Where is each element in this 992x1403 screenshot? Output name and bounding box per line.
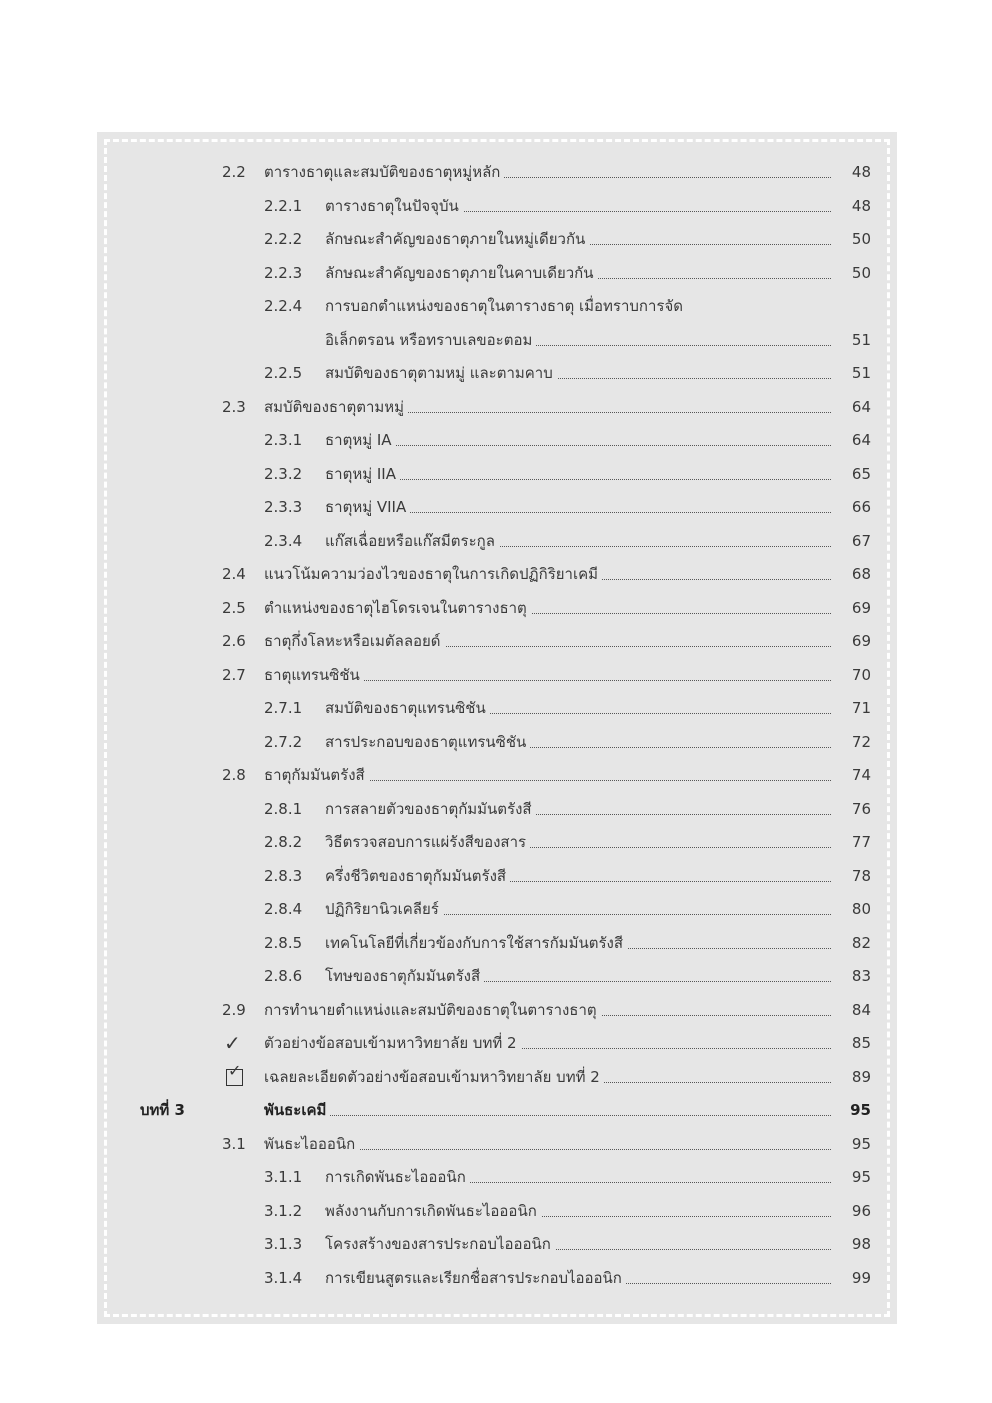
toc-entry[interactable]	[97, 927, 897, 960]
entry-title: สมบัติของธาตุตามหมู่ และตามคาบ	[325, 357, 557, 390]
entry-number: 2.8.5	[264, 933, 303, 952]
toc-entry[interactable]	[97, 1262, 897, 1295]
entry-title: ครึ่งชีวิตของธาตุกัมมันตรังสี	[325, 860, 510, 893]
entry-title: สมบัติของธาตุตามหมู่	[264, 391, 408, 424]
toc-entry[interactable]	[97, 424, 897, 457]
toc-entry[interactable]	[97, 391, 897, 424]
entry-title: เฉลยละเอียดตัวอย่างข้อสอบเข้ามหาวิทยาลัย บทที่ 2	[264, 1061, 604, 1094]
entry-number: 2.2.1	[264, 196, 303, 215]
entry-title: พันธะไอออนิก	[264, 1128, 359, 1161]
page-number: 64	[851, 397, 871, 416]
page-number: 66	[851, 498, 871, 516]
page-number: 51	[851, 330, 871, 349]
entry-title: ลักษณะสำคัญของธาตุภายในคาบเดียวกัน	[325, 257, 598, 290]
toc-entry[interactable]	[97, 793, 897, 826]
entry-number: 2.4	[222, 565, 246, 583]
entry-number: บทที่ 3	[140, 1101, 185, 1119]
entry-title: การสลายตัวของธาตุกัมมันตรังสี	[325, 793, 536, 826]
entry-title: ธาตุหมู่ VIIA	[325, 491, 410, 524]
toc-entry[interactable]	[97, 592, 897, 625]
entry-number: 2.9	[222, 1000, 246, 1019]
page-number: 99	[851, 1268, 871, 1287]
entry-title: ธาตุหมู่ IA	[325, 424, 396, 457]
entry-number: 2.8	[222, 766, 246, 784]
toc-entry[interactable]	[97, 491, 897, 524]
entry-number: 2.7.1	[264, 699, 303, 717]
dot-leader	[325, 479, 831, 480]
checkbox-check-glyph: ✓	[228, 1060, 242, 1080]
entry-title: ตารางธาตุในปัจจุบัน	[325, 190, 463, 223]
entry-number: 2.8.2	[264, 833, 303, 851]
page-number: 50	[851, 263, 871, 282]
entry-title: ปฏิกิริยานิวเคลียร์	[325, 893, 443, 926]
toc-entry[interactable]	[97, 1027, 897, 1060]
entry-number: 3.1.2	[264, 1201, 303, 1220]
page-number: 51	[851, 364, 871, 382]
page-number: 95	[851, 1134, 871, 1153]
entry-title: สมบัติของธาตุแทรนซิชัน	[325, 692, 490, 725]
entry-title: แนวโน้มความว่องไวของธาตุในการเกิดปฏิกิริยาเคมี	[264, 558, 602, 591]
entry-number: 2.3.3	[264, 498, 303, 516]
entry-title: แก๊สเฉื่อยหรือแก๊สมีตระกูล	[325, 525, 499, 558]
page-number: 68	[851, 565, 871, 583]
toc-entry[interactable]	[97, 1228, 897, 1261]
toc-entry[interactable]	[97, 659, 897, 692]
entry-title: ตัวอย่างข้อสอบเข้ามหาวิทยาลัย บทที่ 2	[264, 1027, 521, 1060]
toc-entry[interactable]	[97, 692, 897, 725]
page-number: 98	[851, 1235, 871, 1253]
page-number: 65	[851, 464, 871, 483]
toc-entry[interactable]	[97, 525, 897, 558]
toc-entry[interactable]	[97, 960, 897, 993]
dot-leader	[264, 1115, 831, 1116]
toc-entry[interactable]	[97, 625, 897, 658]
page-number: 76	[851, 799, 871, 818]
entry-number: 2.8.4	[264, 900, 303, 918]
entry-title: การเขียนสูตรและเรียกชื่อสารประกอบไอออนิก	[325, 1262, 626, 1295]
entry-number: 2.2.5	[264, 364, 303, 382]
entry-number: 2.8.3	[264, 866, 303, 885]
page-number: 85	[851, 1034, 871, 1052]
toc-entry[interactable]	[97, 1161, 897, 1194]
entry-title: ลักษณะสำคัญของธาตุภายในหมู่เดียวกัน	[325, 223, 589, 256]
entry-number: 2.2	[222, 163, 246, 181]
entry-number: 2.5	[222, 598, 246, 617]
entry-title: อิเล็กตรอน หรือทราบเลขอะตอม	[325, 324, 536, 357]
entry-title: การทำนายตำแหน่งและสมบัติของธาตุในตารางธาตุ	[264, 994, 601, 1027]
entry-number: 2.8.1	[264, 799, 303, 818]
toc-entry[interactable]	[97, 257, 897, 290]
page-number: 89	[851, 1067, 871, 1086]
entry-number: 2.7.2	[264, 732, 303, 751]
page-number: 95	[850, 1101, 871, 1119]
checkbox-icon	[226, 1060, 243, 1086]
entry-number: 3.1.3	[264, 1235, 303, 1253]
checkmark-icon: ✓	[224, 1031, 241, 1055]
entry-number: 2.3	[222, 397, 246, 416]
entry-title: ธาตุหมู่ IIA	[325, 458, 400, 491]
entry-number: 2.3.4	[264, 531, 303, 550]
toc-entry[interactable]	[97, 290, 897, 323]
toc-entry[interactable]	[97, 1128, 897, 1161]
toc-entry[interactable]	[97, 826, 897, 859]
entry-number: 2.7	[222, 665, 246, 684]
entry-title: ตารางธาตุและสมบัติของธาตุหมู่หลัก	[264, 156, 504, 189]
entry-title: ธาตุกึ่งโลหะหรือเมตัลลอยด์	[264, 625, 445, 658]
entry-title: พลังงานกับการเกิดพันธะไอออนิก	[325, 1195, 541, 1228]
page-number: 64	[851, 431, 871, 449]
entry-title: การบอกตำแหน่งของธาตุในตารางธาตุ เมื่อทราบการจัด	[325, 290, 687, 323]
toc-entry[interactable]	[97, 223, 897, 256]
entry-number: 2.6	[222, 632, 246, 650]
toc-entry[interactable]	[97, 324, 897, 357]
entry-number: 2.2.3	[264, 263, 303, 282]
page-number: 72	[851, 732, 871, 751]
page-number: 48	[851, 196, 871, 215]
page-number: 69	[851, 598, 871, 617]
entry-number: 2.3.2	[264, 464, 303, 483]
toc-entry[interactable]	[97, 893, 897, 926]
entry-number: 3.1.1	[264, 1168, 303, 1186]
page-number: 78	[851, 866, 871, 885]
toc-panel	[97, 132, 897, 1324]
toc-entry[interactable]	[97, 357, 897, 390]
toc-entry[interactable]	[97, 156, 897, 189]
entry-title: พันธะเคมี	[264, 1094, 330, 1127]
toc-entry[interactable]	[97, 759, 897, 792]
page-number: 80	[851, 900, 871, 918]
entry-title: ธาตุกัมมันตรังสี	[264, 759, 369, 792]
entry-title: การเกิดพันธะไอออนิก	[325, 1161, 470, 1194]
page-number: 95	[851, 1168, 871, 1186]
entry-number: 2.3.1	[264, 431, 303, 449]
page-number: 71	[851, 699, 871, 717]
page-number: 83	[851, 967, 871, 985]
entry-title: ธาตุแทรนซิชัน	[264, 659, 364, 692]
toc-entry[interactable]	[97, 860, 897, 893]
page-number: 77	[851, 833, 871, 851]
page-number: 67	[851, 531, 871, 550]
page-number: 70	[851, 665, 871, 684]
toc-entry[interactable]	[97, 994, 897, 1027]
page-number: 69	[851, 632, 871, 650]
entry-number: 2.2.4	[264, 297, 303, 315]
page-number: 82	[851, 933, 871, 952]
toc-entry[interactable]	[97, 558, 897, 591]
toc-entry[interactable]	[97, 1061, 897, 1094]
entry-number: 3.1.4	[264, 1268, 303, 1287]
entry-number: 2.8.6	[264, 967, 303, 985]
entry-title: สารประกอบของธาตุแทรนซิชัน	[325, 726, 530, 759]
entry-title: โครงสร้างของสารประกอบไอออนิก	[325, 1228, 555, 1261]
entry-title: เทคโนโลยีที่เกี่ยวข้องกับการใช้สารกัมมันตรังสี	[325, 927, 627, 960]
toc-entry[interactable]	[97, 726, 897, 759]
entry-number: 2.2.2	[264, 230, 303, 248]
page-number: 84	[851, 1000, 871, 1019]
toc-entry[interactable]	[97, 1094, 897, 1127]
page-number: 96	[851, 1201, 871, 1220]
page-number: 48	[851, 163, 871, 181]
entry-number: 3.1	[222, 1134, 246, 1153]
toc-entry[interactable]	[97, 1195, 897, 1228]
toc-entry[interactable]	[97, 458, 897, 491]
page-number: 74	[851, 766, 871, 784]
dot-leader	[325, 445, 831, 446]
entry-title: โทษของธาตุกัมมันตรังสี	[325, 960, 484, 993]
toc-entry[interactable]	[97, 190, 897, 223]
entry-title: ตำแหน่งของธาตุไฮโดรเจนในตารางธาตุ	[264, 592, 531, 625]
entry-title: วิธีตรวจสอบการแผ่รังสีของสาร	[325, 826, 530, 859]
page-number: 50	[851, 230, 871, 248]
